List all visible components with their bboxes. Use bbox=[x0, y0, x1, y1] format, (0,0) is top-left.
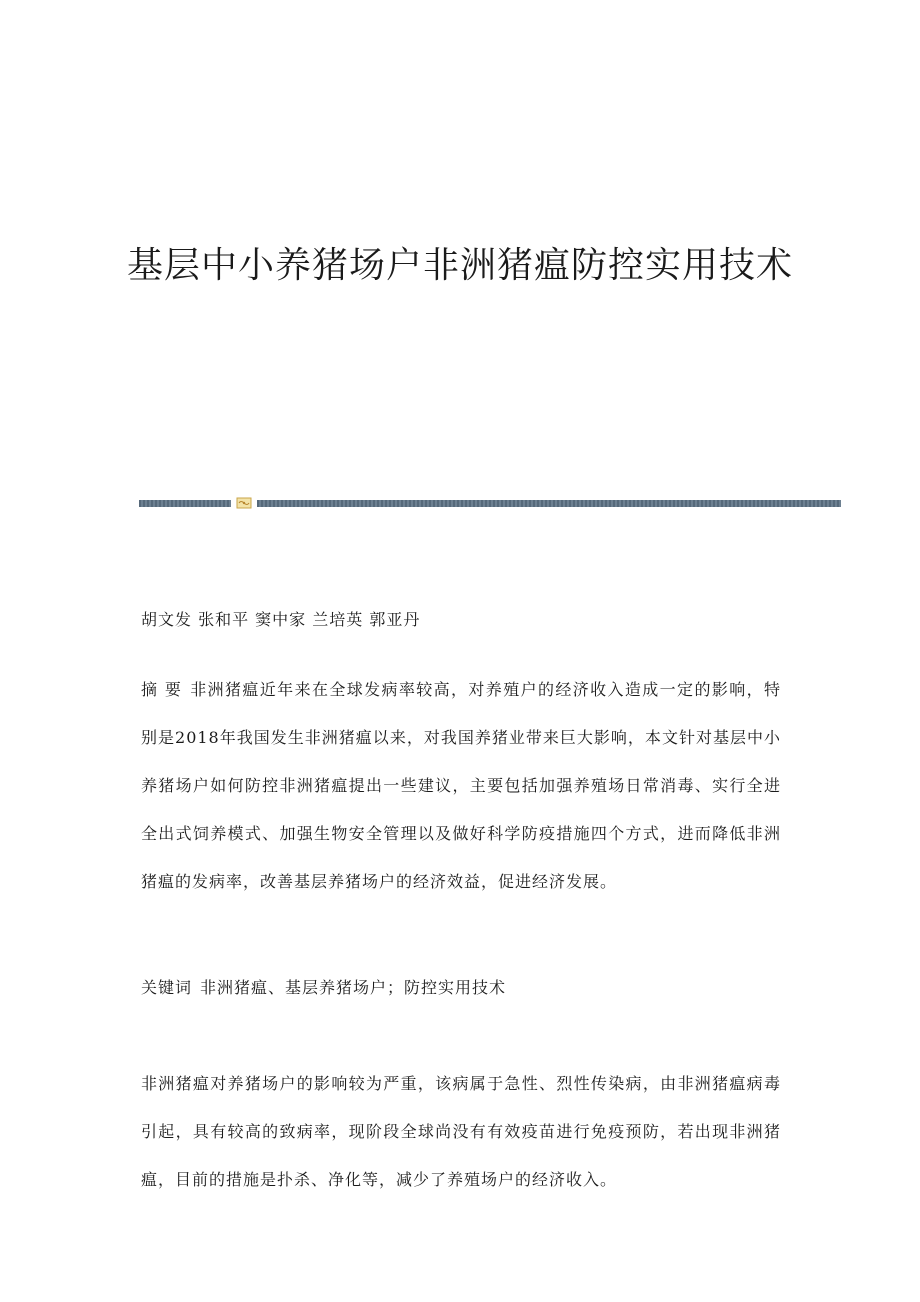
divider-bar-right bbox=[257, 500, 841, 507]
abstract-label: 摘 要 bbox=[141, 680, 183, 699]
paper-title: 基层中小养猪场户非洲猪瘟防控实用技术 bbox=[126, 245, 793, 286]
keywords-text: 非洲猪瘟、基层养猪场户；防控实用技术 bbox=[200, 978, 507, 997]
keywords-label: 关键词 bbox=[141, 978, 193, 997]
divider-ornament-icon bbox=[236, 497, 252, 509]
keywords bbox=[141, 974, 781, 1002]
author-list: 胡文发 张和平 窦中家 兰培英 郭亚丹 bbox=[141, 610, 421, 629]
title-divider bbox=[139, 497, 841, 509]
abstract bbox=[141, 666, 781, 906]
divider-bar-left bbox=[139, 500, 231, 507]
body-paragraph: 非洲猪瘟对养猪场户的影响较为严重，该病属于急性、烈性传染病，由非洲猪瘟病毒引起，具有较高的致病率，现阶段全球尚没有有效疫苗进行免疫预防，若出现非洲猪瘟，目前的措施是扑杀、净化等，减少了养殖场户的经济收入。 bbox=[141, 1074, 781, 1189]
abstract-text: 非洲猪瘟近年来在全球发病率较高，对养殖户的经济收入造成一定的影响，特别是2018年我国发生非洲猪瘟以来，对我国养猪业带来巨大影响，本文针对基层中小养猪场户如何防控非洲猪瘟提出一些建议，主要包括加强养殖场日常消毒、实行全进全出式饲养模式、加强生物安全管理以及做好科学防疫措施四个方式，进而降低非洲猪瘟的发病率，改善基层养猪场户的经济效益，促进经济发展。 bbox=[141, 680, 781, 891]
